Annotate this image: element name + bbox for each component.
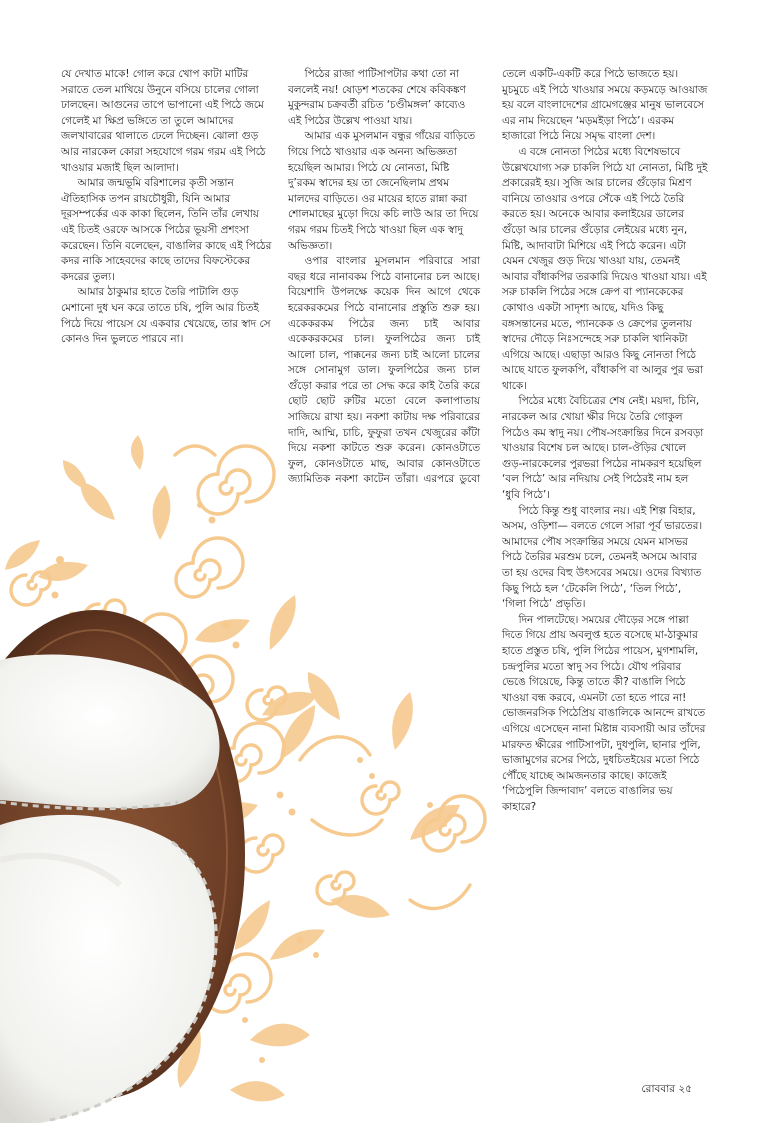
paragraph: পিঠের মধ্যে বৈচিত্রের শেষ নেই। ময়দা, চিনি, নারকেল আর খোয়া ক্ষীর দিয়ে তৈরি গোকুল পিঠেও কম স্বাদু নয়। পৌষ-সংক্রান্তির দিনে রসবড়া খাওয়ার বিশেষ চল আছে। চাল-ঔড়ির খোলে গুড়-নারকেলের পুরভরা পিঠের নামকরণ হয়েছিল ‘বল পিঠে’ আর নদিয়ায় সেই পিঠেরই নাম হল ‘ধুবি পিঠে’। — [502, 395, 704, 502]
article-column-1 — [61, 67, 274, 348]
pitha-plate-photo — [0, 610, 245, 1123]
paragraph: যে দেখাত মাকে! গোল করে খোপ কাটা মাটির সরাতে তেল মাখিয়ে উনুনে বসিয়ে চালের গোলা ঢালছেন। আগুনের তাপে ভাপানো এই পিঠে জমে গেলেই মা ক্ষিপ্র ভঙ্গিতে তা তুলে আমাদের জলখাবারের থালাতে ঢেলে দিচ্ছেন। ঝোলা গুড় আর নারকেল কোরা সহযোগে গরম গরম এই পিঠে খাওয়ার মজাই ছিল আলাদা। — [61, 68, 266, 174]
paragraph: পিঠের রাজা পাটিসাপটার কথা তো না বললেই নয়! ষোড়শ শতকের শেষে কবিকঙ্কণ মুকুন্দরাম চক্রবর্তী রচিত ‘চণ্ডীমঙ্গল’ কাব্যেও এই পিঠের উল্লেখ পাওয়া যায়। — [288, 68, 466, 127]
paragraph: এ বঙ্গে নোনতা পিঠের মধ্যে বিশেষভাবে উল্লেখযোগ্য সরু চাকলি পিঠে যা নোনতা, মিষ্টি দুই প্রকারেরই হয়। সুজি আর চালের গুঁড়োর মিশ্রণ বানিয়ে তাওয়ার ওপরে সেঁকে এই পিঠে তৈরি করতে হয়। অনেকে আবার কলাইয়ের ডালের গুঁড়ো আর চালের গুঁড়োর লেইয়ের মধ্যে নুন, মিষ্টি, আদাবাটা মিশিয়ে এই পিঠে করেন। এটা যেমন খেজুর গুড় দিয়ে খাওয়া যায়, তেমনই আবার বাঁধাকপির তরকারি দিয়েও খাওয়া যায়। এই সরু চাকলি পিঠের সঙ্গে ক্রেপ বা প্যানকেকের কোথাও একটা সাদৃশ্য আছে, যদিও কিছু বঙ্গসন্তানের মতে, প্যানকেক ও ক্রেপের তুলনায় স্বাদের দৌড়ে নিঃসন্দেহে সরু চাকলি খানিকটা এগিয়ে আছে। এছাড়া আরও কিছু নোনতা পিঠে আছে যাতে ফুলকপি, বাঁধাকপি বা আলুর পুর ভরা থাকে। — [502, 145, 708, 392]
page-footer-label: রোববার ২৫ — [641, 1083, 692, 1095]
paragraph: তেলে একটি-একটি করে পিঠে ভাজতে হয়। মুচমুচে এই পিঠে খাওয়ার সময়ে কড়মড়ে আওয়াজ হয় বলে বাংলাদেশের গ্রামেগঞ্জের মানুষ ভালবেসে এর নাম দিয়েছেন ‘মড়মইড়া পিঠে’। এরকম হাজারো পিঠে নিয়ে সমৃদ্ধ বাংলা দেশ। — [502, 68, 708, 143]
paragraph: আমার জন্মভূমি বরিশালের কৃতী সন্তান ঐতিহাসিক তপন রায়চৌধুরী, যিনি আমার দূরসম্পর্কের এক কাকা ছিলেন, তিনি তাঁর লেখায় এই চিতই ওরফে আসকে পিঠের ভূয়সী প্রশংসা করেছেন। তিনি বলেছেন, বাঙালির কাছে এই পিঠের কদর নাকি সাহেবদের কাছে তাদের বিফস্টেকের কদরের তুল্য। — [61, 177, 272, 283]
paragraph: ওপার বাংলার মুসলমান পরিবারে সারা বছর ধরে নানাবকম পিঠে বানানোর চল আছে। বিয়েশাদি উপলক্ষে কয়েক দিন আগে থেকে হরেকরকমের পিঠে বানানোর প্রস্তুতি শুরু হয়। একেকরকম পিঠের জন্য চাই আবার একেকরকমের চাল। ফুলপিঠের জন্য চাই আলো চাল, পাক্কনের জন্য চাই আলো চালের সঙ্গে সোনামুগ ডাল। ফুলপিঠের জন্য চাল গুঁড়ো করার পরে তা সেদ্ধ করে কাই তৈরি করে ছোট ছোট রুটির মতো বেলে কলাপাতায় সাজিয়ে রাখা হয়। নকশা কাটায় দক্ষ পরিবারের দাদি, আম্মি, চাচি, ফুফুরা তখন খেজুরের কাঁটা দিয়ে নকশা কাটতে শুরু করেন। কোনওটাতে ফুল, কোনওটাতে মাছ, আবার কোনওটাতে জ্যামিতিক নকশা কাটেন তাঁরা। এরপরে ডুবো — [288, 255, 480, 486]
paragraph: পিঠে কিন্তু শুধু বাংলার নয়। এই শিল্প বিহার, অসম, ওড়িশা— বলতে গেলে সারা পূর্ব ভারতের। আমাদের পৌষ সংক্রান্তির সময়ে যেমন মাসভর পিঠে তৈরির মরশুম চলে, তেমনই অসমে আবার তা হয় ওদের বিহু উৎসবের সময়ে। ওদের বিখ্যাত কিছু পিঠে হল ‘টেকেলি পিঠে’, ‘তিল পিঠে’, ‘গিলা পিঠে’ প্রভৃতি। — [502, 504, 703, 611]
paragraph: আমার ঠাকুমার হাতে তৈরি পাটালি গুড় মেশানো দুধ ঘন করে তাতে চষি, পুলি আর চিতই পিঠে দিয়ে পায়েস যে একবার খেয়েছে, তার স্বাদ সে কোনও দিন ভুলতে পারবে না। — [61, 286, 271, 346]
article-column-2 — [288, 67, 480, 488]
paragraph: দিন পালটেছে। সময়ের দৌড়ের সঙ্গে পাল্লা দিতে গিয়ে প্রায় অবলুপ্ত হতে বসেছে মা-ঠাকুমার হাতে প্রস্তুত চষি, পুলি পিঠের পায়েস, মুগশামলি, চন্দ্রপুলির মতো স্বাদু সব পিঠে। যৌথ পরিবার ভেঙে গিয়েছে, কিন্তু তাতে কী? বাঙালি পিঠে খাওয়া বন্ধ করবে, এমনটা তো হতে পারে না! ভোজনরসিক পিঠেপ্রিয় বাঙালিকে আনন্দে রাখতে এগিয়ে এসেছেন নানা মিষ্টান্ন ব্যবসায়ী আর তাঁদের মারফত ক্ষীরের পাটিসাপটা, দুধপুলি, ছানার পুলি, ভাজামুগের রসের পিঠে, দুধচিতইয়ের মতো পিঠে পৌঁছে যাচ্ছে আমজনতার কাছে। কাজেই ‘পিঠেপুলি জিন্দাবাদ’ বলতে বাঙালির ভয় কাহারে? — [502, 613, 706, 813]
article-column-3 — [502, 67, 708, 816]
paragraph: আমার এক মুসলমান বন্ধুর গাঁয়ের বাড়িতে গিয়ে পিঠে খাওয়ার এক অনন্য অভিজ্ঞতা হয়েছিল আমার। পিঠে যে নোনতা, মিষ্টি দু’রকম স্বাদের হয় তা জেনেছিলাম প্রথম মালদের বাড়িতে। ওর মায়ের হাতে রান্না করা শোলমাছের মুড়ো দিয়ে কচি লাউ আর তা দিয়ে গরম গরম চিতই পিঠে খাওয়া ছিল এক স্বাদু অভিজ্ঞতা। — [288, 130, 479, 252]
